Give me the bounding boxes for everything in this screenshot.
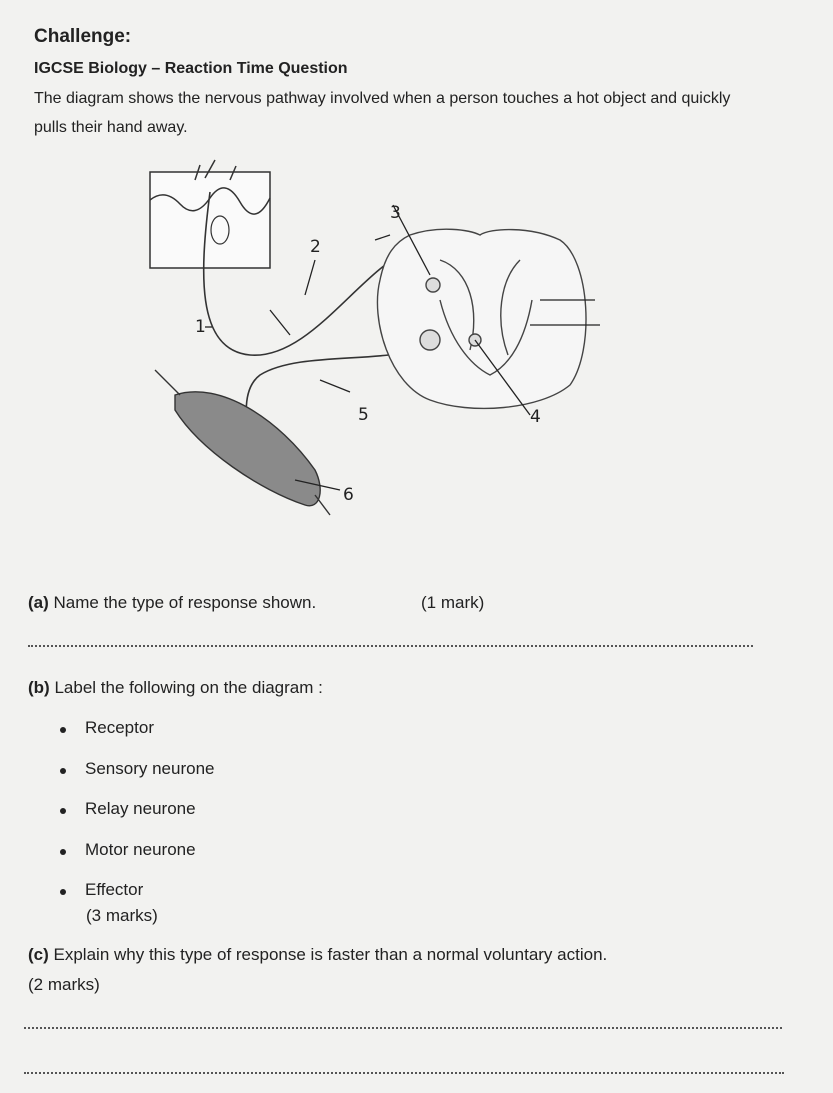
question-b-text: Label the following on the diagram : (54, 678, 323, 697)
list-item-label: Receptor (85, 718, 154, 737)
question-c-number: (c) (28, 945, 49, 964)
label-list (60, 718, 214, 921)
answer-line-c-1[interactable] (24, 1027, 782, 1029)
bullet-icon (60, 727, 66, 733)
spinal-cord (377, 229, 586, 408)
skin-block (150, 160, 270, 268)
page-subtitle: IGCSE Biology – Reaction Time Question (34, 60, 348, 77)
question-a (28, 593, 316, 613)
question-b (28, 678, 323, 698)
diagram-label-1: 1 (195, 317, 206, 337)
question-b-number: (b) (28, 678, 50, 697)
diagram-label-4: 4 (530, 407, 541, 427)
list-item-label: Effector (85, 880, 144, 899)
answer-line-c-2[interactable] (24, 1072, 784, 1074)
list-item-label: Relay neurone (85, 799, 196, 818)
bullet-icon (60, 889, 66, 895)
question-c (28, 945, 607, 965)
bullet-icon (60, 808, 66, 814)
intro-text: The diagram shows the nervous pathway involved when a person touches a hot object and quickly pulls their hand away. (34, 90, 731, 136)
reflex-arc-diagram (140, 150, 610, 530)
question-b-marks: (3 marks) (86, 906, 158, 925)
list-item-label: Motor neurone (85, 839, 196, 859)
list-item (60, 718, 214, 759)
question-a-text: Name the type of response shown. (53, 593, 317, 612)
list-item (60, 759, 214, 800)
bullet-icon (60, 768, 66, 774)
question-c-text: Explain why this type of response is faster than a normal voluntary action. (53, 945, 608, 964)
answer-line-a[interactable] (28, 645, 753, 647)
page-title: Challenge: (34, 26, 132, 47)
diagram-label-2: 2 (310, 237, 321, 257)
question-a-marks: (1 mark) (421, 593, 485, 612)
list-item-label: Sensory neurone (85, 758, 215, 778)
question-a-number: (a) (28, 593, 49, 612)
muscle-effector (155, 370, 330, 515)
diagram-label-6: 6 (343, 485, 354, 505)
question-c-marks: (2 marks) (28, 975, 100, 994)
bullet-icon (60, 849, 66, 855)
diagram-label-5: 5 (358, 405, 369, 425)
list-item (60, 799, 214, 840)
diagram-label-3: 3 (390, 203, 401, 223)
list-item (60, 840, 214, 881)
